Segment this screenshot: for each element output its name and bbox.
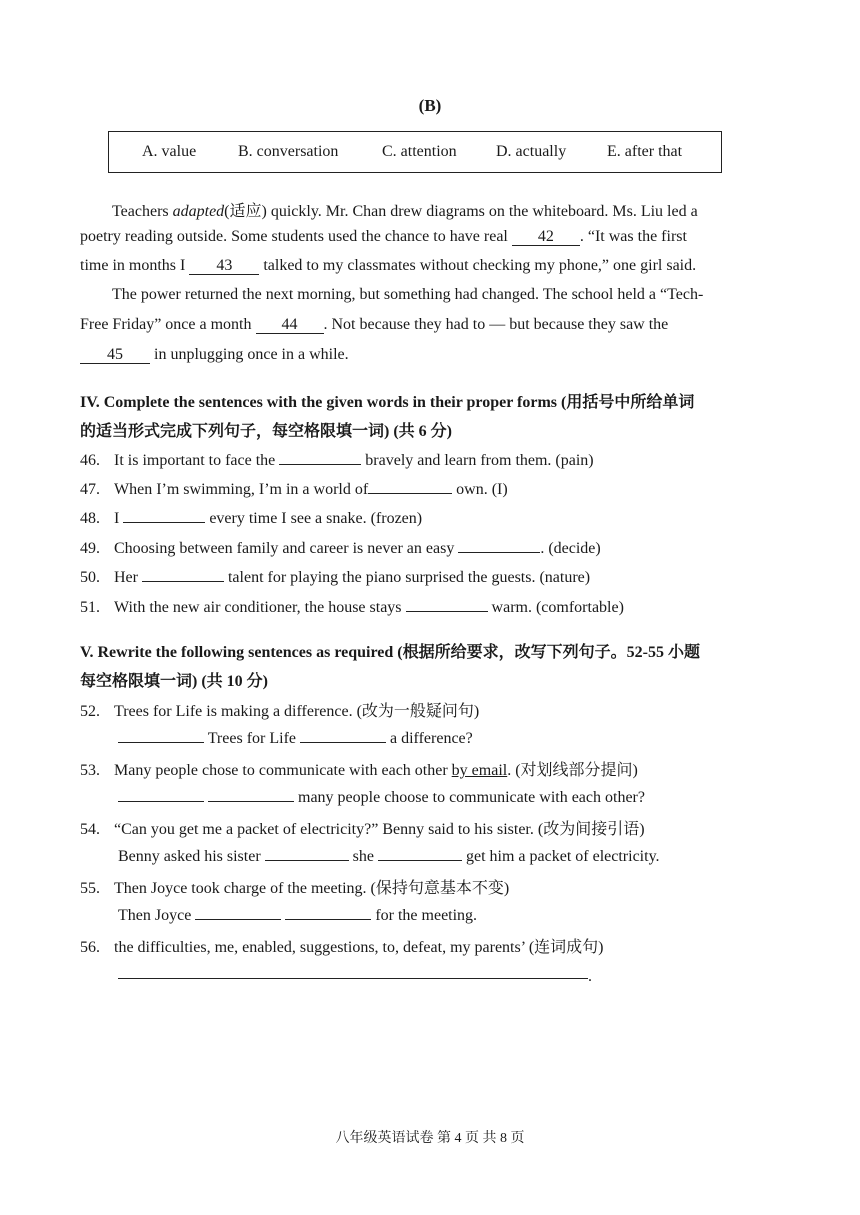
answer-blank-49[interactable] <box>458 537 540 553</box>
answer-blank-51[interactable] <box>406 596 488 612</box>
answer-blank-54b[interactable] <box>378 845 462 861</box>
word-option-d: D. actually <box>496 143 567 160</box>
answer-blank-52b[interactable] <box>300 727 386 743</box>
underlined-phrase: by email <box>451 762 508 779</box>
answer-54: Benny asked his sister she get him a packet of electricity. <box>118 845 660 866</box>
para1-line1: Teachers adapted(适应) quickly. Mr. Chan drew diagrams on the whiteboard. Ms. Liu led a <box>112 203 698 220</box>
answer-53: many people choose to communicate with each other? <box>118 786 645 807</box>
section-iv-heading-line2: 的适当形式完成下列句子，每空格限填一词) (共 6 分) <box>80 423 452 440</box>
question-54: 54. “Can you get me a packet of electricity?” Benny said to his sister. (改为间接引语) <box>80 821 645 838</box>
answer-blank-54a[interactable] <box>265 845 349 861</box>
answer-blank-46[interactable] <box>279 449 361 465</box>
question-47: 47. When I’m swimming, I’m in a world of own. (I) <box>80 478 508 499</box>
answer-blank-53a[interactable] <box>118 786 204 802</box>
para2-line2: Free Friday” once a month 44 . Not because they had to — but because they saw the <box>80 316 669 333</box>
section-iv-heading-line1: IV. Complete the sentences with the given words in their proper forms (用括号中所给单词 <box>80 394 695 411</box>
para2-line3: 45 in unplugging once in a while. <box>80 346 349 364</box>
blank-43[interactable]: 43 <box>189 257 259 275</box>
question-53: 53. Many people chose to communicate with each other by email. (对划线部分提问) <box>80 762 638 779</box>
word-box <box>108 131 722 173</box>
para1-line3: time in months I 43 talked to my classmates without checking my phone,” one girl said. <box>80 257 697 274</box>
section-v-heading-line2: 每空格限填一词) (共 10 分) <box>80 673 268 690</box>
italic-word: adapted <box>172 203 225 220</box>
question-49: 49. Choosing between family and career is never an easy . (decide) <box>80 537 601 558</box>
question-51: 51. With the new air conditioner, the house stays warm. (comfortable) <box>80 596 624 617</box>
question-48: 48. I every time I see a snake. (frozen) <box>80 507 422 528</box>
word-option-c: C. attention <box>382 143 457 160</box>
answer-blank-52a[interactable] <box>118 727 204 743</box>
word-option-e: E. after that <box>607 143 683 160</box>
word-option-b: B. conversation <box>238 143 339 160</box>
question-46: 46. It is important to face the bravely and learn from them. (pain) <box>80 449 594 470</box>
blank-45[interactable]: 45 <box>80 346 150 364</box>
page-footer: 八年级英语试卷 第 4 页 共 8 页 <box>335 1131 525 1146</box>
answer-blank-53b[interactable] <box>208 786 294 802</box>
section-v-heading-line1: V. Rewrite the following sentences as required (根据所给要求，改写下列句子。52-55 小题 <box>80 644 700 661</box>
blank-44[interactable]: 44 <box>256 316 324 334</box>
answer-55: Then Joyce for the meeting. <box>118 904 477 925</box>
answer-56-period: . <box>588 968 592 985</box>
answer-blank-47[interactable] <box>368 478 452 494</box>
section-b-label: (B) <box>418 96 442 115</box>
answer-blank-55b[interactable] <box>285 904 371 920</box>
answer-blank-55a[interactable] <box>195 904 281 920</box>
answer-line-56[interactable] <box>118 978 588 979</box>
answer-blank-50[interactable] <box>142 566 224 582</box>
question-52: 52. Trees for Life is making a difference. (改为一般疑问句) <box>80 703 480 720</box>
word-option-a: A. value <box>142 143 197 160</box>
question-56: 56. the difficulties, me, enabled, suggestions, to, defeat, my parents’ (连词成句) <box>80 939 604 956</box>
answer-blank-48[interactable] <box>123 507 205 523</box>
question-50: 50. Her talent for playing the piano surprised the guests. (nature) <box>80 566 590 587</box>
answer-52: Trees for Life a difference? <box>118 727 473 748</box>
para2-line1: The power returned the next morning, but something had changed. The school held a “Tech- <box>112 286 704 303</box>
para1-line2: poetry reading outside. Some students used the chance to have real 42 . “It was the first <box>80 228 687 245</box>
question-55: 55. Then Joyce took charge of the meeting. (保持句意基本不变) <box>80 880 510 897</box>
blank-42[interactable]: 42 <box>512 228 580 246</box>
